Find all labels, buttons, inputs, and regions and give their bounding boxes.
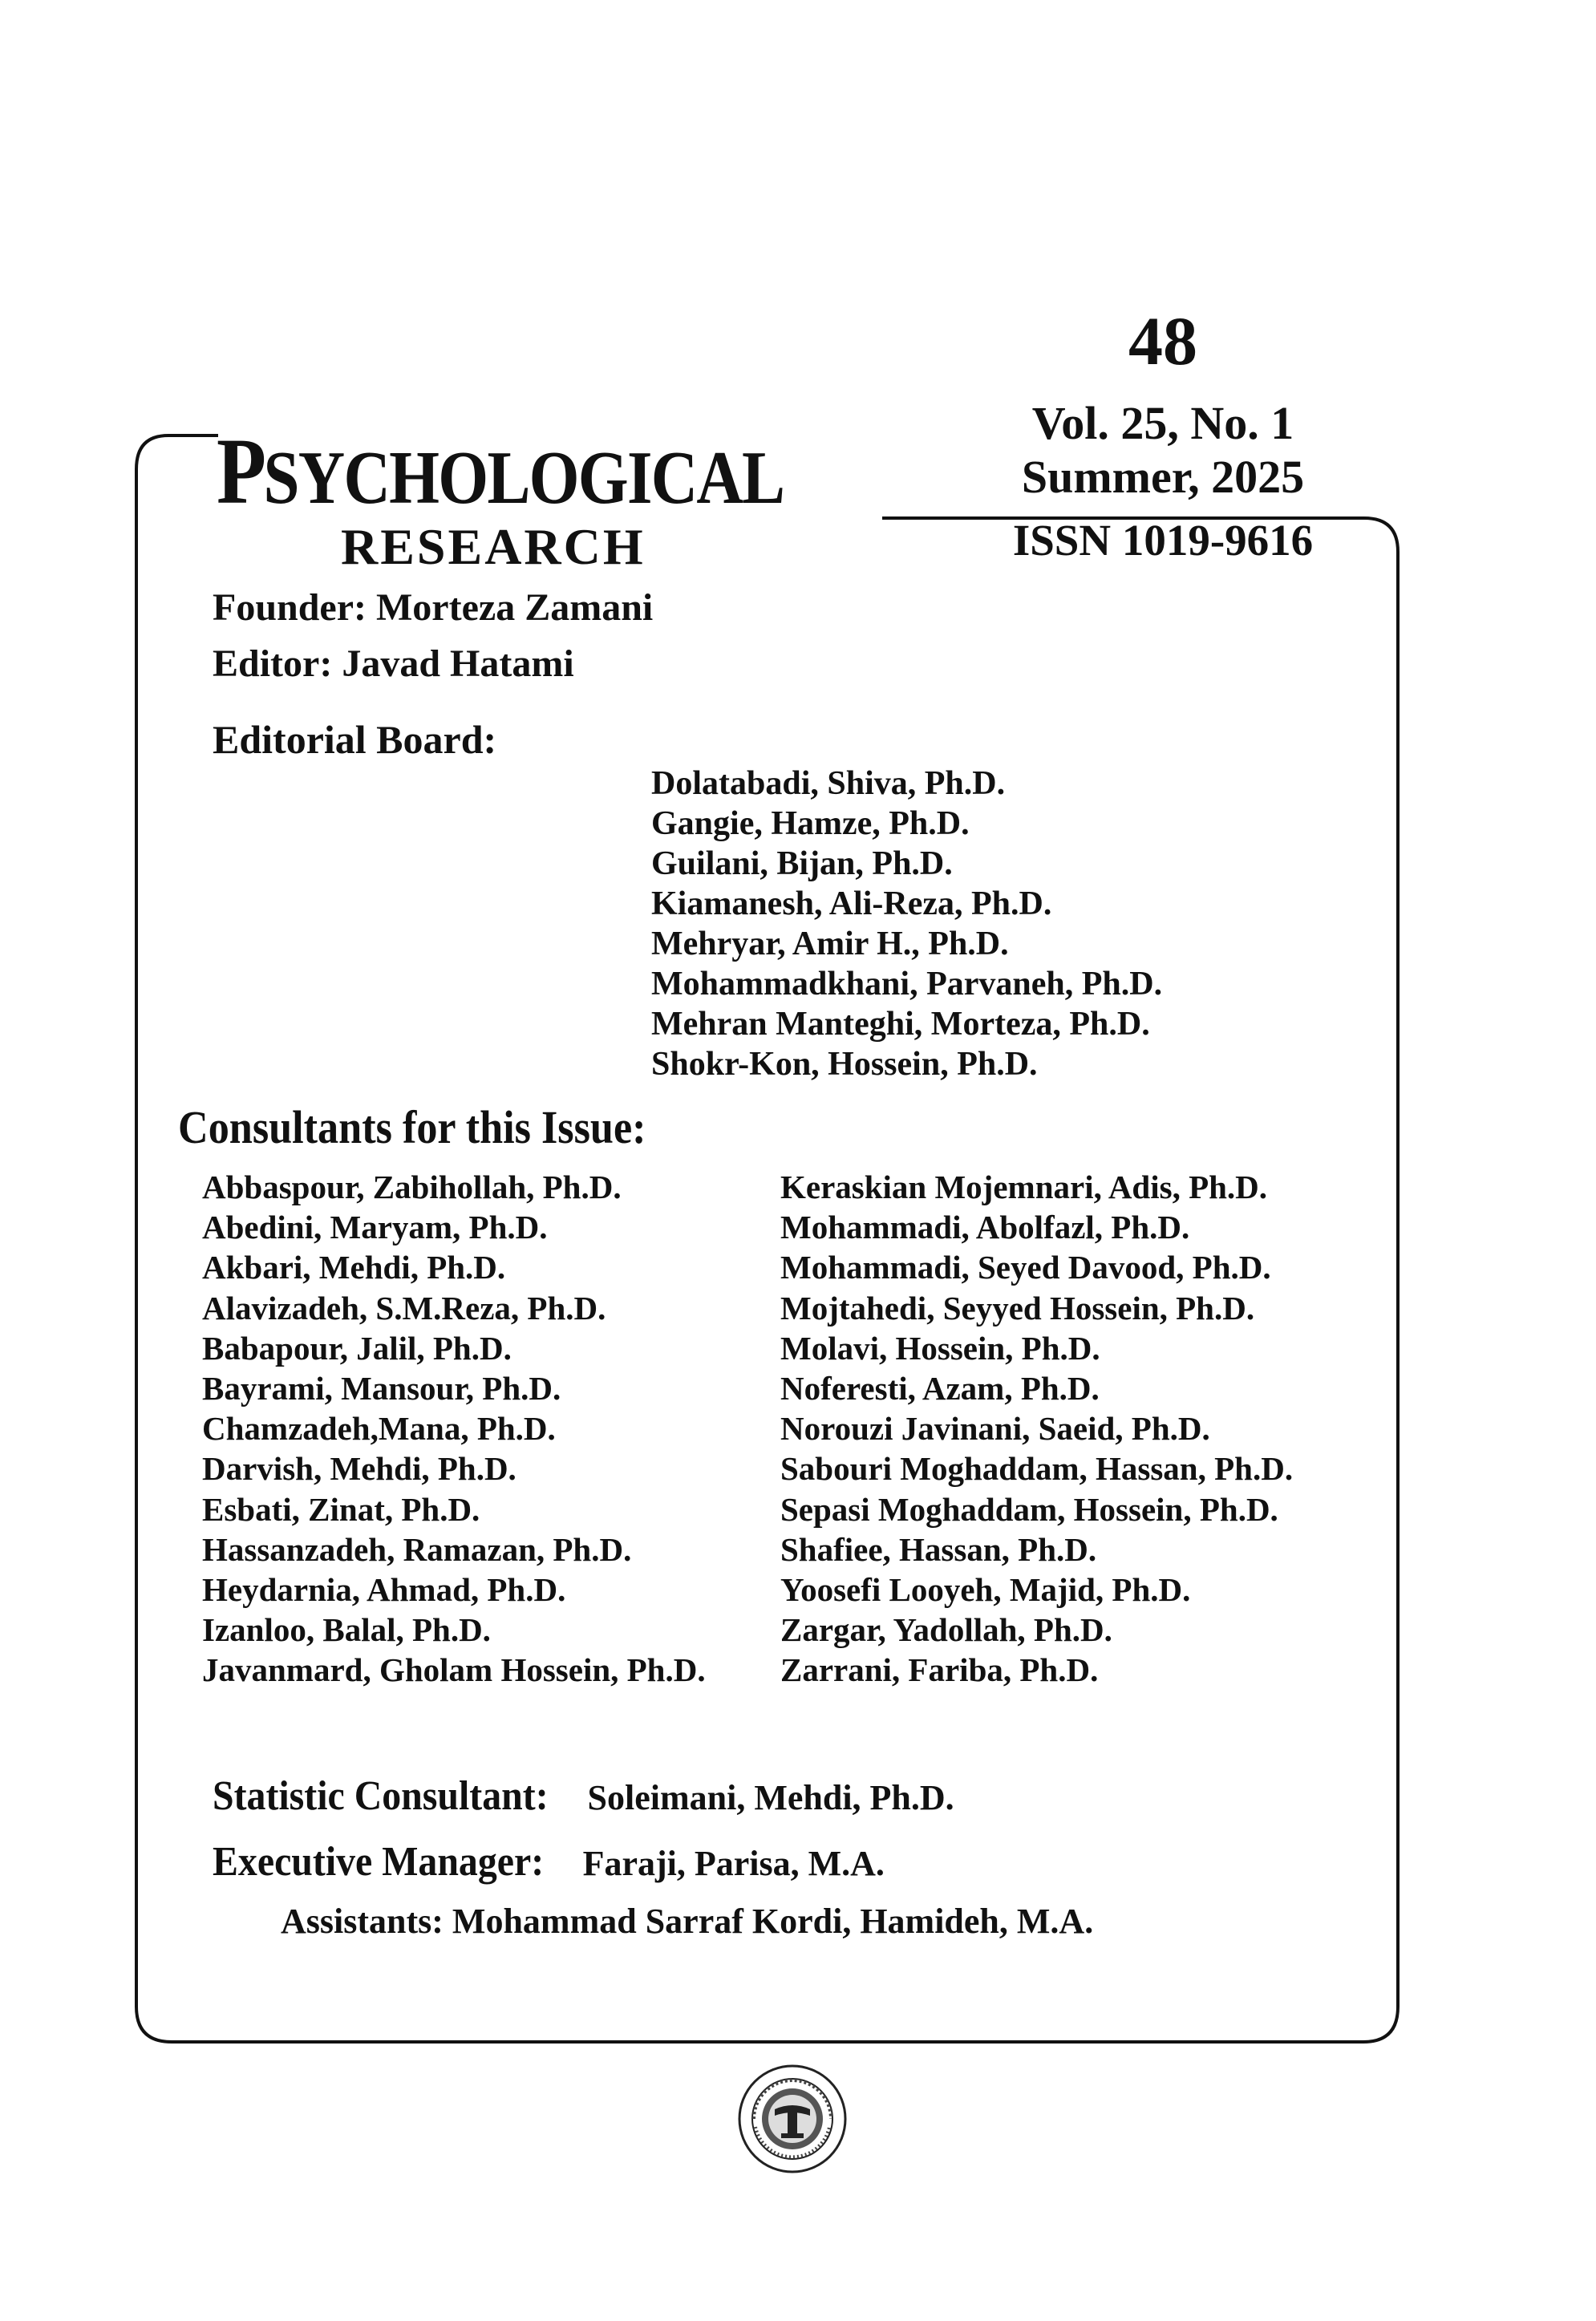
founder: Founder: Morteza Zamani xyxy=(213,586,654,629)
association-seal-icon xyxy=(736,2063,849,2175)
issn: ISSN 1019-9616 xyxy=(1012,516,1314,565)
consultant: Sabouri Moghaddam, Hassan, Ph.D. xyxy=(780,1450,1294,1488)
statistic-consultant-label: Statistic Consultant: xyxy=(213,1773,549,1819)
consultant: Heydarnia, Ahmad, Ph.D. xyxy=(202,1571,566,1609)
consultant: Abedini, Maryam, Ph.D. xyxy=(202,1209,548,1246)
issue-number: 48 xyxy=(1128,302,1197,379)
consultant: Alavizadeh, S.M.Reza, Ph.D. xyxy=(202,1289,606,1327)
board-member: Gangie, Hamze, Ph.D. xyxy=(651,805,970,842)
board-member: Mehran Manteghi, Morteza, Ph.D. xyxy=(651,1006,1150,1043)
statistic-consultant xyxy=(213,1772,954,1820)
consultant: Norouzi Javinani, Saeid, Ph.D. xyxy=(780,1410,1210,1448)
consultant: Akbari, Mehdi, Ph.D. xyxy=(202,1249,506,1286)
executive-manager xyxy=(213,1838,885,1886)
consultant: Bayrami, Mansour, Ph.D. xyxy=(202,1370,561,1408)
logo-rest: SYCHOLOGICAL xyxy=(263,436,784,520)
editorial-board-list xyxy=(651,764,1162,1084)
consultant: Babapour, Jalil, Ph.D. xyxy=(202,1329,512,1367)
consultant: Abbaspour, Zabihollah, Ph.D. xyxy=(202,1169,622,1205)
consultant: Hassanzadeh, Ramazan, Ph.D. xyxy=(202,1530,632,1568)
consultant: Yoosefi Looyeh, Majid, Ph.D. xyxy=(780,1571,1191,1609)
board-member: Guilani, Bijan, Ph.D. xyxy=(651,845,953,882)
consultant: Izanloo, Balal, Ph.D. xyxy=(202,1611,491,1649)
volume-number: Vol. 25, No. 1 xyxy=(1031,397,1294,449)
journal-subtitle: RESEARCH xyxy=(341,518,646,575)
journal-logo xyxy=(217,419,890,524)
consultants-left-column xyxy=(202,1167,706,1691)
board-member: Dolatabadi, Shiva, Ph.D. xyxy=(651,765,1006,802)
executive-manager-name: Faraji, Parisa, M.A. xyxy=(582,1844,885,1883)
consultant: Chamzadeh,Mana, Ph.D. xyxy=(202,1410,556,1448)
consultants-right-column xyxy=(780,1167,1293,1691)
consultant: Esbati, Zinat, Ph.D. xyxy=(202,1490,480,1528)
executive-manager-label: Executive Manager: xyxy=(213,1839,545,1885)
statistic-consultant-name: Soleimani, Mehdi, Ph.D. xyxy=(587,1778,954,1817)
consultant: Noferesti, Azam, Ph.D. xyxy=(780,1370,1100,1408)
consultant: Zarrani, Fariba, Ph.D. xyxy=(780,1651,1099,1689)
consultants-heading: Consultants for this Issue: xyxy=(178,1101,646,1153)
consultant: Molavi, Hossein, Ph.D. xyxy=(780,1329,1100,1367)
issue-season: Summer, 2025 xyxy=(1021,450,1305,503)
board-member: Shokr-Kon, Hossein, Ph.D. xyxy=(651,1046,1038,1083)
logo-first-letter: P xyxy=(217,419,264,524)
consultant: Keraskian Mojemnari, Adis, Ph.D. xyxy=(780,1169,1268,1205)
consultant: Mohammadi, Seyed Davood, Ph.D. xyxy=(780,1249,1271,1286)
assistants: Assistants: Mohammad Sarraf Kordi, Hamideh, M.A. xyxy=(281,1902,1094,1941)
consultant: Mohammadi, Abolfazl, Ph.D. xyxy=(780,1209,1190,1246)
volume-info xyxy=(994,397,1331,504)
consultant: Javanmard, Gholam Hossein, Ph.D. xyxy=(202,1651,706,1689)
board-member: Mehryar, Amir H., Ph.D. xyxy=(651,926,1009,962)
editorial-board-heading: Editorial Board: xyxy=(213,717,497,762)
board-member: Kiamanesh, Ali-Reza, Ph.D. xyxy=(651,885,1052,922)
consultant: Shafiee, Hassan, Ph.D. xyxy=(780,1530,1097,1568)
consultant: Mojtahedi, Seyyed Hossein, Ph.D. xyxy=(780,1289,1255,1327)
editor: Editor: Javad Hatami xyxy=(213,642,574,685)
consultant: Darvish, Mehdi, Ph.D. xyxy=(202,1450,516,1488)
consultant: Sepasi Moghaddam, Hossein, Ph.D. xyxy=(780,1490,1278,1528)
consultant: Zargar, Yadollah, Ph.D. xyxy=(780,1611,1112,1649)
board-member: Mohammadkhani, Parvaneh, Ph.D. xyxy=(651,966,1163,1003)
